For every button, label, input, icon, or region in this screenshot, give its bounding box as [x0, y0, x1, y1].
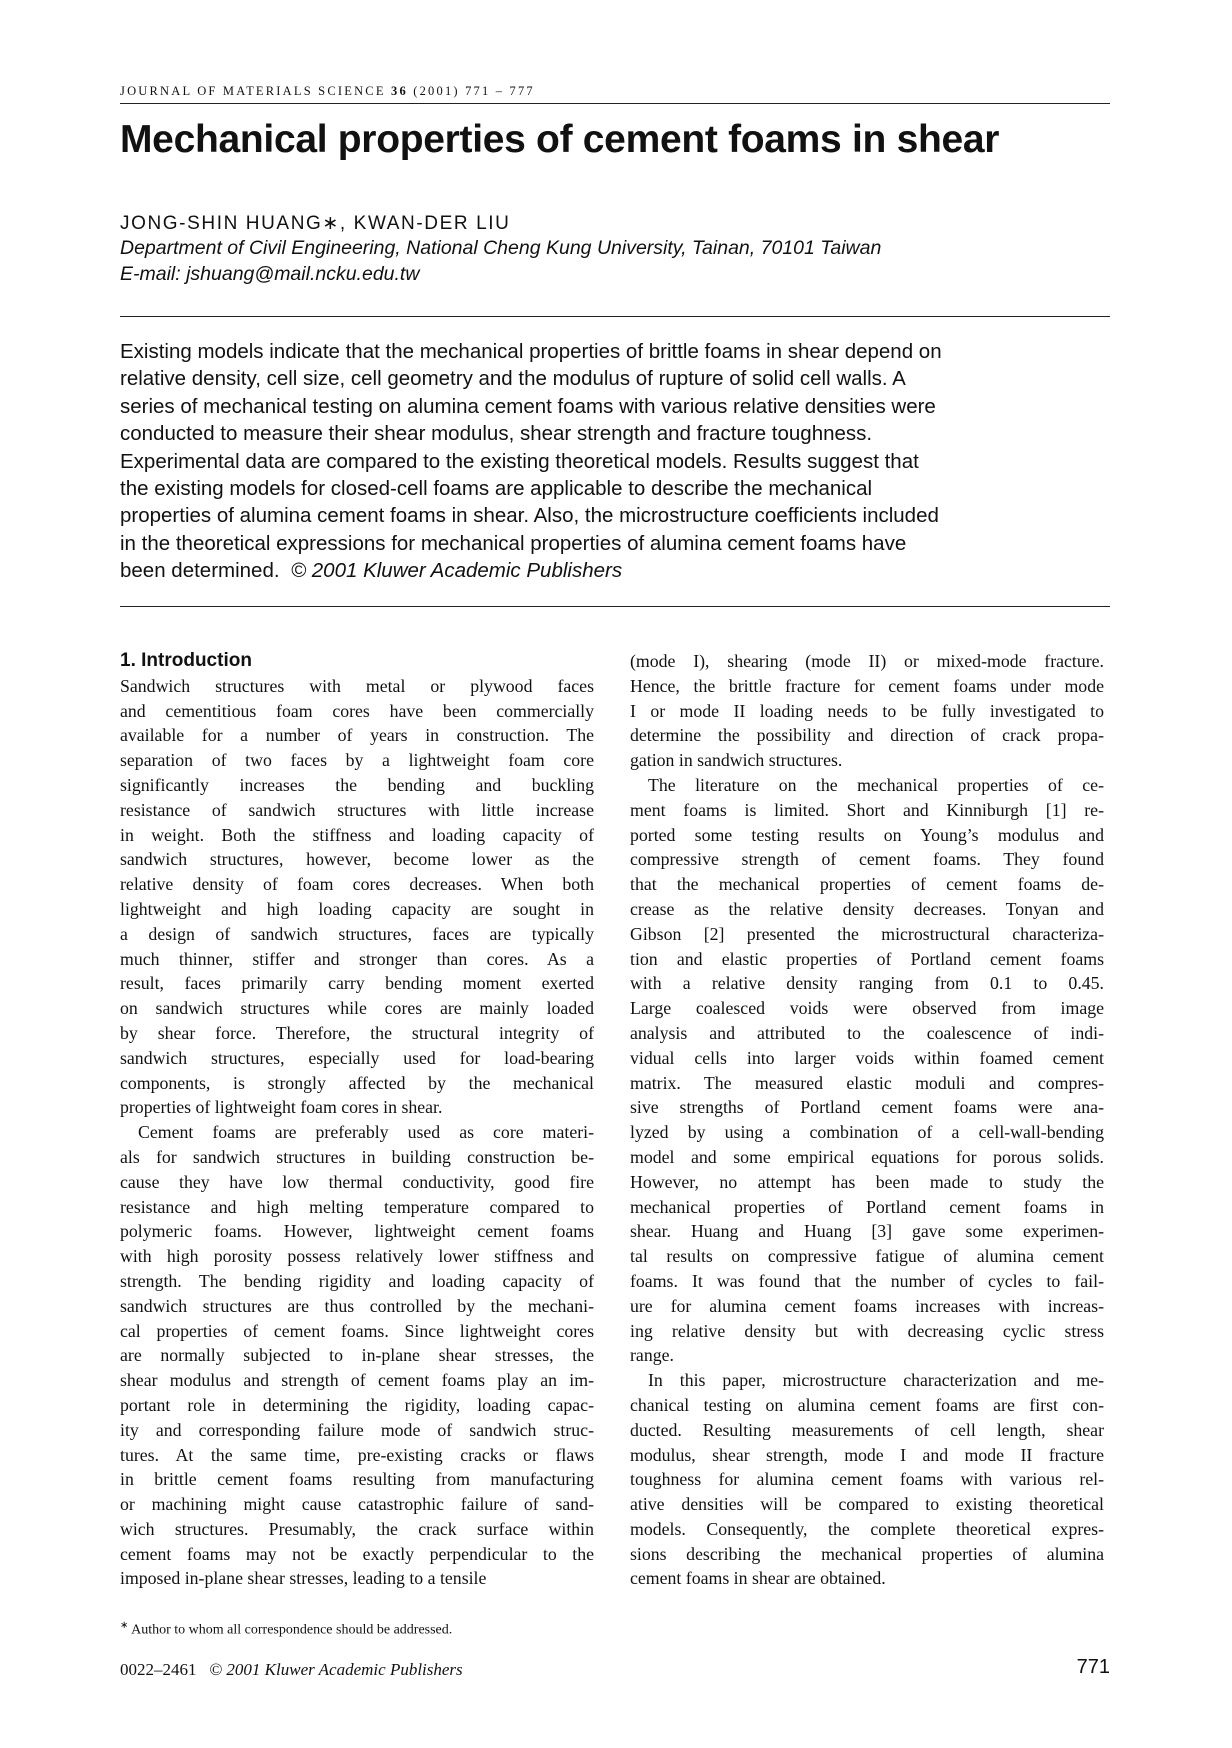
journal-name: JOURNAL OF MATERIALS SCIENCE	[120, 84, 386, 98]
author-list: JONG-SHIN HUANG∗, KWAN-DER LIU	[120, 213, 511, 234]
journal-year-pages: (2001) 771 – 777	[413, 84, 535, 98]
body-text-line: by shear force. Therefore, the structural integrity of	[120, 1022, 594, 1043]
body-text-line: ure for alumina cement foams increases with increas-	[630, 1295, 1104, 1316]
body-text-line: relative density of foam cores decreases. When both	[120, 874, 594, 895]
body-text-line: determine the possibility and direction of crack propa-	[630, 725, 1104, 746]
body-text-line: (mode I), shearing (mode II) or mixed-mode fracture.	[630, 651, 1104, 671]
body-text-line: on sandwich structures while cores are mainly loaded	[120, 998, 594, 1019]
body-text-line: tures. At the same time, pre-existing cracks or flaws	[120, 1444, 594, 1465]
body-text-line: vidual cells into larger voids within foamed cement	[630, 1047, 1104, 1068]
author-affiliation: Department of Civil Engineering, National Cheng Kung University, Tainan, 70101 Taiwan	[120, 237, 882, 259]
body-text-line: However, no attempt has been made to study the	[630, 1171, 1104, 1192]
body-text-line: cal properties of cement foams. Since lightweight cores	[120, 1320, 594, 1341]
abstract-bottom-rule	[120, 606, 1110, 607]
body-text-line: that the mechanical properties of cement foams de-	[630, 874, 1104, 895]
body-text-line: toughness for alumina cement foams with various rel-	[630, 1469, 1104, 1490]
body-text-line: in weight. Both the stiffness and loading capacity of	[120, 824, 594, 845]
body-text-line: modulus, shear strength, mode I and mode II fracture	[630, 1444, 1104, 1465]
abstract-line: series of mechanical testing on alumina cement foams with various relative densities were	[120, 394, 936, 418]
body-text-line: with high porosity possess relatively lower stiffness and	[120, 1246, 594, 1267]
abstract-line: relative density, cell size, cell geometry and the modulus of rupture of solid cell walls. A	[120, 367, 906, 391]
footnote-mark: ∗	[120, 1620, 129, 1631]
body-text-line: I or mode II loading needs to be fully investigated to	[630, 700, 1104, 721]
right-column	[630, 649, 1104, 1591]
body-text-line: result, faces primarily carry bending moment exerted	[120, 973, 594, 994]
abstract-top-rule	[120, 316, 1110, 317]
body-text-line: Gibson [2] presented the microstructural characteriza-	[630, 923, 1104, 944]
body-text-line: imposed in-plane shear stresses, leading to a tensile	[120, 1568, 487, 1589]
abstract-line: Experimental data are compared to the existing theoretical models. Results suggest that	[120, 449, 919, 473]
body-text-line: compressive strength of cement foams. They found	[630, 849, 1104, 870]
body-text-line: with a relative density ranging from 0.1 to 0.45.	[630, 973, 1104, 994]
body-text-line: and cementitious foam cores have been commercially	[120, 700, 594, 721]
body-text-line: ducted. Resulting measurements of cell length, shear	[630, 1419, 1104, 1440]
body-text-line: properties of lightweight foam cores in shear.	[120, 1097, 443, 1118]
body-text-line: Sandwich structures with metal or plywood faces	[120, 675, 594, 696]
body-text-line: a design of sandwich structures, faces are typically	[120, 923, 594, 944]
abstract-line: the existing models for closed-cell foams are applicable to describe the mechanical	[120, 477, 873, 501]
body-text-line: strength. The bending rigidity and loading capacity of	[120, 1270, 594, 1291]
body-text-line: wich structures. Presumably, the crack surface within	[120, 1518, 594, 1539]
body-text-line: in brittle cement foams resulting from manufacturing	[120, 1469, 594, 1490]
abstract-copyright: © 2001 Kluwer Academic Publishers	[290, 559, 623, 583]
abstract-line: Existing models indicate that the mechanical properties of brittle foams in shear depend on	[120, 340, 942, 363]
body-text-line: mechanical properties of Portland cement foams in	[630, 1196, 1104, 1217]
abstract-last-line	[120, 557, 1110, 584]
body-text-line: sandwich structures are thus controlled by the mechani-	[120, 1295, 594, 1316]
left-column	[120, 649, 594, 1591]
body-text-line: analysis and attributed to the coalescence of indi-	[630, 1022, 1104, 1043]
body-text-line: portant role in determining the rigidity, loading capac-	[120, 1394, 594, 1415]
body-text-line: are normally subjected to in-plane shear stresses, the	[120, 1345, 594, 1366]
body-text-line: als for sandwich structures in building construction be-	[120, 1146, 594, 1167]
body-text-line: The literature on the mechanical properties of ce-	[648, 774, 1104, 795]
abstract	[120, 338, 1110, 585]
abstract-line: been determined.	[120, 559, 280, 583]
body-text-line: foams. It was found that the number of cycles to fail-	[630, 1270, 1104, 1291]
body-text-line: tion and elastic properties of Portland cement foams	[630, 948, 1104, 969]
abstract-line: properties of alumina cement foams in shear. Also, the microstructure coefficients included	[120, 504, 939, 528]
body-text-line: models. Consequently, the complete theoretical expres-	[630, 1518, 1104, 1539]
left-column-text	[120, 674, 594, 1591]
body-text-line: significantly increases the bending and buckling	[120, 774, 594, 795]
paper-title: Mechanical properties of cement foams in shear	[120, 118, 1000, 161]
body-text-line: range.	[630, 1345, 674, 1366]
body-text-line: lightweight and high loading capacity are sought in	[120, 898, 594, 919]
author-email: E-mail: jshuang@mail.ncku.edu.tw	[120, 263, 420, 285]
body-text-line: shear modulus and strength of cement foams play an im-	[120, 1370, 594, 1391]
body-text-line: much thinner, stiffer and stronger than cores. As a	[120, 948, 594, 969]
body-text-line: components, is strongly affected by the mechanical	[120, 1072, 594, 1093]
body-text-line: sive strengths of Portland cement foams were ana-	[630, 1097, 1104, 1118]
running-head	[120, 84, 1110, 104]
body-text-line: ity and corresponding failure mode of sandwich struc-	[120, 1419, 594, 1440]
body-text-line: gation in sandwich structures.	[630, 750, 843, 771]
body-text-line: cement foams may not be exactly perpendicular to the	[120, 1543, 594, 1564]
body-text-line: model and some empirical equations for porous solids.	[630, 1146, 1104, 1167]
issn-line	[120, 1660, 620, 1680]
footnote	[120, 1620, 620, 1639]
body-text-line: In this paper, microstructure characterization and me-	[648, 1370, 1104, 1391]
body-text-line: chanical testing on alumina cement foams are first con-	[630, 1394, 1104, 1415]
body-text-line: Large coalesced voids were observed from image	[630, 998, 1104, 1019]
body-text-line: resistance of sandwich structures with little increase	[120, 799, 594, 820]
section-heading: 1. Introduction	[120, 650, 252, 671]
body-text-line: Hence, the brittle fracture for cement foams under mode	[630, 675, 1104, 696]
body-text-line: cause they have low thermal conductivity, good fire	[120, 1171, 594, 1192]
body-text-line: separation of two faces by a lightweight foam core	[120, 750, 594, 771]
issn-number: 0022–2461	[120, 1660, 197, 1679]
footnote-text: Author to whom all correspondence should be addressed.	[131, 1622, 453, 1638]
body-text-line: or machining might cause catastrophic failure of sand-	[120, 1494, 594, 1515]
body-text-line: ing relative density but with decreasing cyclic stress	[630, 1320, 1104, 1341]
body-text-line: sions describing the mechanical properties of alumina	[630, 1543, 1104, 1564]
body-text-line: cement foams in shear are obtained.	[630, 1568, 886, 1589]
body-text-line: matrix. The measured elastic moduli and compres-	[630, 1072, 1104, 1093]
journal-volume: 36	[391, 84, 408, 98]
right-column-text	[630, 649, 1104, 1591]
issn-publisher: © 2001 Kluwer Academic Publishers	[209, 1660, 463, 1679]
body-text-line: shear. Huang and Huang [3] gave some experimen-	[630, 1221, 1104, 1242]
body-text-line: Cement foams are preferably used as core materi-	[138, 1122, 594, 1143]
body-text-line: resistance and high melting temperature compared to	[120, 1196, 594, 1217]
abstract-line: conducted to measure their shear modulus, shear strength and fracture toughness.	[120, 422, 873, 446]
body-text-line: ported some testing results on Young’s modulus and	[630, 824, 1104, 845]
body-text-line: ative densities will be compared to existing theoretical	[630, 1494, 1104, 1515]
page-number: 771	[1076, 1656, 1110, 1678]
body-text-line: lyzed by using a combination of a cell-wall-bending	[630, 1122, 1104, 1143]
body-text-line: available for a number of years in construction. The	[120, 725, 594, 746]
abstract-line: in the theoretical expressions for mechanical properties of alumina cement foams have	[120, 531, 907, 555]
body-text-line: tal results on compressive fatigue of alumina cement	[630, 1246, 1104, 1267]
body-text-line: sandwich structures, especially used for load-bearing	[120, 1047, 594, 1068]
body-text-line: crease as the relative density decreases. Tonyan and	[630, 898, 1104, 919]
body-text-line: sandwich structures, however, become lower as the	[120, 849, 594, 870]
body-text-line: ment foams is limited. Short and Kinniburgh [1] re-	[630, 799, 1104, 820]
body-text-line: polymeric foams. However, lightweight cement foams	[120, 1221, 594, 1242]
